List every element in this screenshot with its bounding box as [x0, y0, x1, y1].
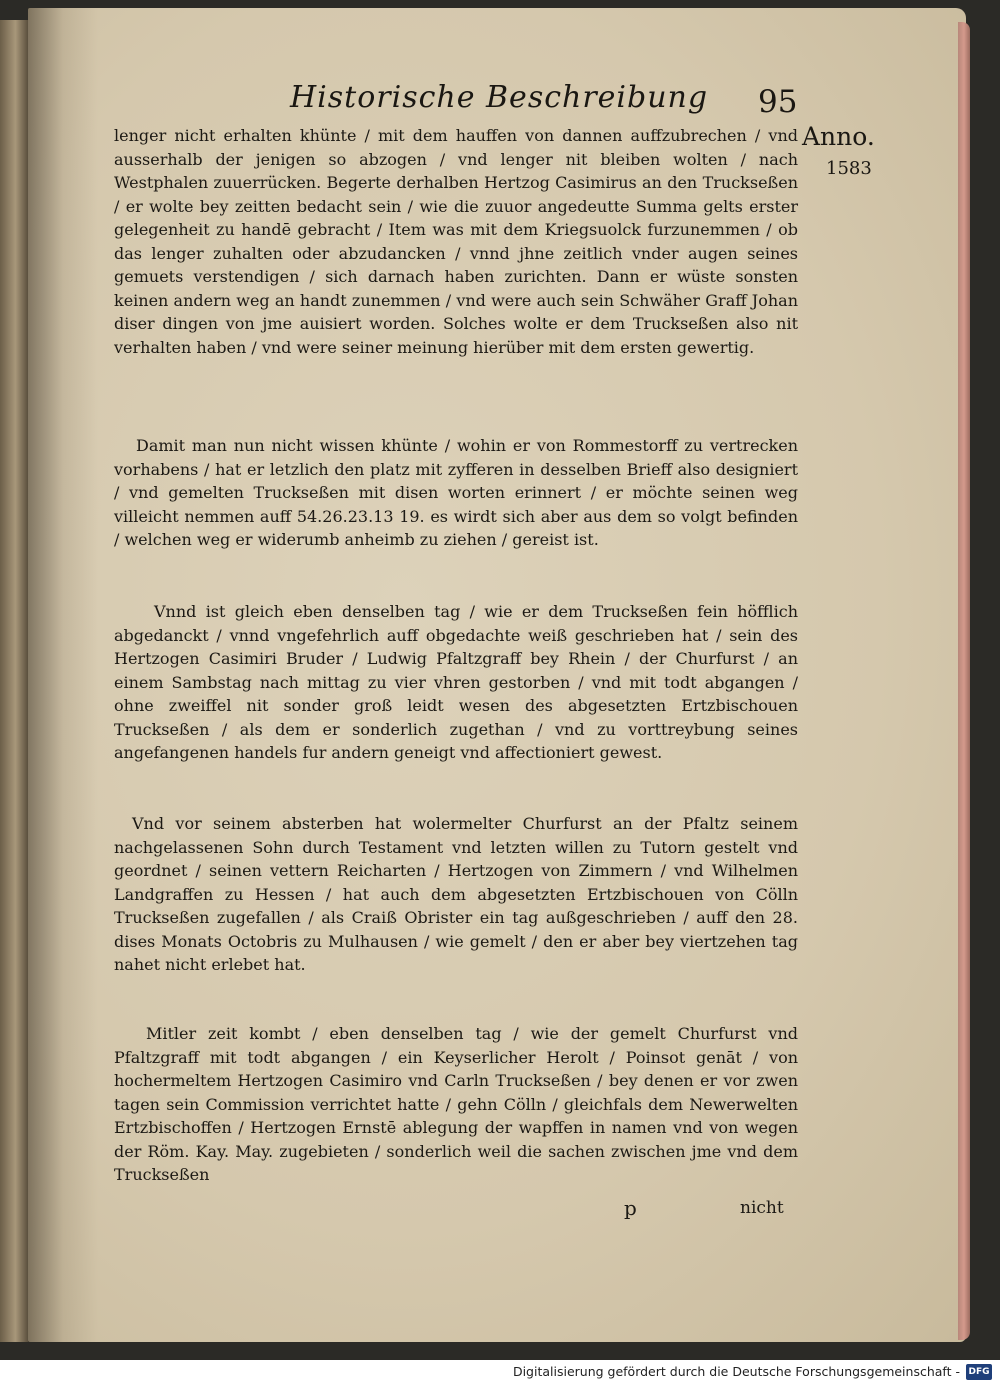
page-edge-red: [958, 22, 970, 1340]
page-gutter-shadow: [28, 8, 98, 1342]
paragraph: Vnd vor seinem absterben hat wolermelter Churfurst an der Pfaltz seinem nachgelassenen Sohn durch Testament vnd letzten willen zu Tutorn gestelt vnd geordnet / seinen vettern Reicharten / Hertzogen von Zimmern / vnd Wilhelmen Landgraffen zu Hessen / hat auch dem abgesetzten Ertzbischouen von Cölln Truckseßen zugefallen / als Craiß Obrister ein tag außgeschrieben / auff den 28. dises Monats Octobris zu Mulhausen / wie gemelt / den er aber bey viertzehen tag nahet nicht erlebet hat.: [114, 814, 798, 974]
catchword: nicht: [740, 1198, 784, 1218]
dfg-logo-icon: DFG: [966, 1364, 992, 1380]
footer-credit: Digitalisierung gefördert durch die Deutsche Forschungsgemeinschaft -: [512, 1364, 960, 1379]
signature-mark: p: [624, 1196, 637, 1220]
running-head: Historische Beschreibung: [290, 80, 709, 115]
paragraph: Damit man nun nicht wissen khünte / wohin er von Rommestorff zu vertrecken vorhabens / hat er letzlich den platz mit zyfferen in desselben Brieff also designiert / vnd gemelten Truckseßen mit disen worten erinnert / er möchte seinen weg villeicht nemmen auff 54.26.23.13 19. es wirdt sich aber aus dem so volgt befinden / welchen weg er widerumb anheimb zu ziehen / gereist ist.: [114, 436, 798, 549]
page-number: 95: [758, 84, 798, 120]
left-page-edge: [0, 20, 28, 1342]
margin-note-anno: Anno.: [802, 122, 875, 151]
margin-note-year: 1583: [826, 158, 872, 179]
paragraph: lenger nicht erhalten khünte / mit dem hauffen von dannen auffzubrechen / vnd ausserhalb der jenigen so abzogen / vnd lenger nit bleiben wolten / nach Westphalen zuuerrücken. Begerte derhalben Hertzog Casimirus an den Truckseßen / er wolte bey zeitten bedacht sein / wie die zuuor angedeutte Summa gelts erster gelegenheit zu handē gebracht / Item was mit dem Kriegsuolck furzunemmen / ob das lenger zuhalten oder abzudancken / vnnd jhne zeitlich vnder augen seines gemuets verstendigen / sich darnach haben zurichten. Dann er wüste sonsten keinen andern weg an handt zunemmen / vnd were auch sein Schwäher Graff Johan diser dingen von jme auisiert worden. Solches wolte er dem Truckseßen also nit verhalten haben / vnd were seiner meinung hierüber mit dem ersten gewertig.: [114, 126, 798, 357]
paragraph: Mitler zeit kombt / eben denselben tag / wie der gemelt Churfurst vnd Pfaltzgraff mit todt abgangen / ein Keyserlicher Herolt / Poinsot genāt / von hochermeltem Hertzogen Casimiro vnd Carln Truckseßen / bey denen er vor zwen tagen sein Commission verrichtet hatte / gehn Cölln / gleichfals dem Newerwelten Ertzbischoffen / Hertzogen Ernstē ablegung der wapffen in namen vnd von wegen der Röm. Kay. May. zugebieten / sonderlich weil die sachen zwischen jme vnd dem Truckseßen: [114, 1024, 798, 1184]
paragraph: Vnnd ist gleich eben denselben tag / wie er dem Truckseßen fein höfflich abgedanckt / vnnd vngefehrlich auff obgedachte weiß geschrieben hat / sein des Hertzogen Casimiri Bruder / Ludwig Pfaltzgraff bey Rhein / der Churfurst / an einem Sambstag nach mittag zu vier vhren gestorben / vnd mit todt abgangen / ohne zweiffel nit sonder groß leidt wesen des abgesetzten Ertzbischouen Truckseßen / als dem er sonderlich zugethan / vnd zu vorttreybung seines angefangenen handels fur andern geneigt vnd affectioniert gewest.: [114, 602, 798, 762]
footer-bar: [0, 1360, 1000, 1385]
